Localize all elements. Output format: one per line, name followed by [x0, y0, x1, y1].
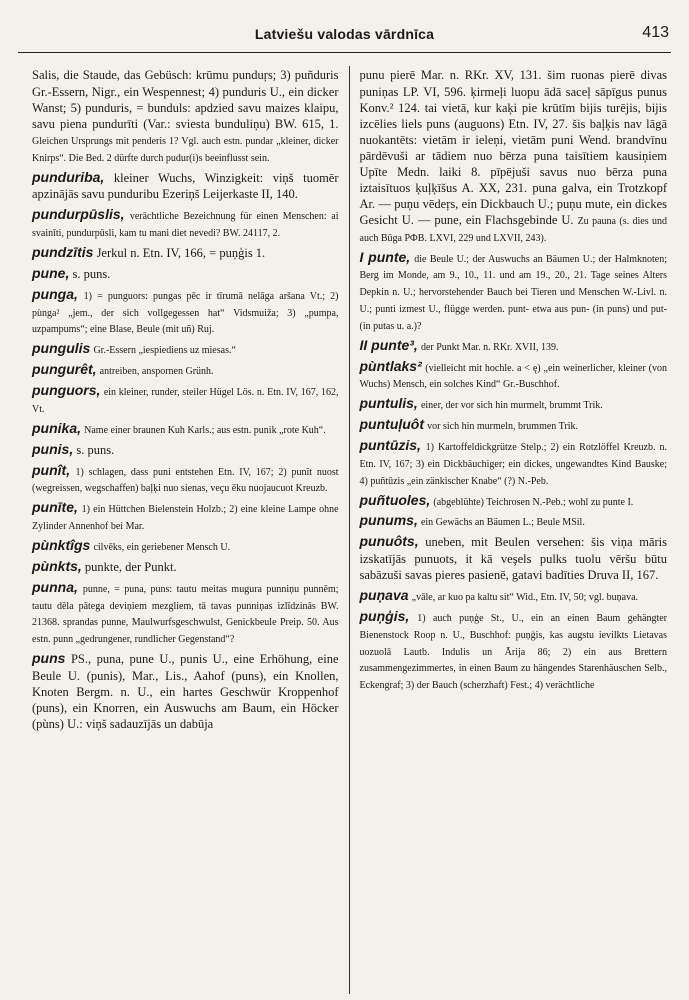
entry-headword: punums, [359, 512, 418, 529]
entry-headword: puņava [359, 587, 409, 604]
entry-note: der Punkt Mar. n. RKr. XVII, 139. [420, 341, 559, 353]
entry-note: 1) Kartoffeldickgrütze Stelp.; 2) ein Rotzlöffel Kreuzb. n. Etn. IV, 167; 3) ein Dickbäuchiger; ein dickes, ungewandtes Kind Bauske; 4) puñtūzis „ein zänkischer Knabe“ (?) N.-Peb. [359, 442, 668, 487]
dictionary-entry [32, 579, 339, 647]
entry-note: punne, = puna, puns: tautu meitas mugura punniņu punnēm; tautu dēla pātega deviņiem mezgliem, tā tavas punniņas izlīdzinās BW. 21368. sprandas punne, Maulwurfsgeschwulst, Genickbeule Preip. 50. Aus estn. punn „gedrungener, rundlicher Gegenstand“? [32, 583, 339, 646]
entry-headword: pungulis [32, 340, 91, 357]
entry-text: Jerkul n. Etn. IV, 166, = puņģis 1. [96, 245, 266, 260]
dictionary-entry [32, 340, 339, 358]
entry-headword: I punte, [359, 248, 411, 265]
dictionary-entry [360, 395, 668, 413]
entry-note: ein Gewächs an Bäumen L.; Beule MSil. [420, 517, 585, 529]
entry-text: s. puns. [76, 442, 115, 457]
dictionary-entry [32, 361, 339, 379]
running-title: Latviešu valodas vārdnīca [254, 26, 435, 42]
left-column [32, 66, 350, 994]
entry-headword: punīte, [32, 499, 78, 516]
dictionary-entry [32, 558, 339, 576]
dictionary-entry [360, 512, 668, 530]
dictionary-entry [32, 441, 339, 459]
entry-note: Gr.-Essern „iespiediens uz miesas.“ [93, 345, 236, 357]
dictionary-entry [360, 492, 668, 510]
dictionary-entry [360, 66, 668, 246]
entry-headword: puns [32, 650, 66, 667]
dictionary-entry [32, 66, 339, 166]
entry-headword: puñtuoles, [359, 491, 431, 508]
entry-text: punkte, der Punkt. [84, 559, 177, 574]
dictionary-entry [360, 337, 668, 355]
dictionary-entry [32, 286, 339, 338]
entry-note: verächtliche Bezeichnung für einen Menschen: ai svainīti, pundurpūsli, kam tu mani diet nevedi? BW. 24117, 2. [32, 211, 339, 240]
entry-headword: puntulis, [359, 395, 418, 412]
dictionary-entry [32, 420, 339, 438]
dictionary-entry [360, 358, 668, 393]
dictionary-entry [32, 265, 339, 283]
dictionary-entry [360, 608, 668, 693]
page-number: 413 [642, 24, 669, 41]
entry-headword: pundzītis [32, 243, 94, 260]
entry-headword: punna, [32, 578, 78, 595]
entry-headword: pundurpūslis, [32, 206, 125, 223]
entry-note: 1) ein Hüttchen Bielenstein Holzb.; 2) eine kleine Lampe ohne Zylinder Annenhof bei Mar. [32, 504, 339, 533]
dictionary-entry [32, 244, 339, 262]
entry-headword: pùnktîgs [32, 536, 91, 553]
dictionary-columns [32, 66, 667, 994]
entry-headword: punît, [32, 461, 71, 478]
entry-note: die Beule U.; der Auswuchs an Bäumen U.; der Halmknoten; Berg im Monde, am 9., 10., 11. und am 19., 20., 21. Tage seines Alters Depkin n. U.; hervorstehender Bauch bei Tieren und Menschen W.-Livl. n. U.; punti izmest U., flügge werden. punt- etwa aus pun- (in puns) und put- (in putas u. a.)? [359, 253, 668, 332]
dictionary-entry [360, 533, 668, 584]
entry-headword: puņģis, [359, 607, 410, 624]
dictionary-entry [360, 416, 668, 434]
entry-headword: punika, [32, 419, 82, 436]
entry-note: einer, der vor sich hin murmelt, brummt Trik. [420, 400, 603, 412]
entry-text: PS., puna, pune U., punis U., eine Erhöhung, eine Beule U. (punis), Mar., Lis., Aahof (puns), ein Knollen, Knoten Bergm. n. U., ein hartes Geschwür Kroppenhof (puns), ein Knorren, ein Auswuchs am Baum, ein Höcker (pùns) U.: viņš sadauzījās un dabūja [32, 652, 339, 731]
dictionary-entry [32, 650, 339, 733]
entry-headword: pune, [32, 264, 70, 281]
entry-headword: II punte³, [359, 336, 418, 353]
entry-note: vor sich hin murmeln, brummen Trik. [427, 421, 578, 433]
entry-note: 1) = punguors: pungas pēc ir tīrumā nelāga aršana Vt.; 2) pùnga² „jem., der sich vollgegessen hat“ Vidsmuiža; 3) „pumpa, uzpampums“; eine Blase, Beule (mit uñ) Ruj. [32, 290, 339, 336]
entry-headword: pùntlaks² [359, 357, 422, 374]
dictionary-entry [32, 462, 339, 497]
dictionary-entry [32, 169, 339, 204]
entry-note: „vāle, ar kuo pa kaltu sit“ Wid., Etn. IV, 50; vgl. buņava. [411, 592, 639, 604]
entry-text: uneben, mit Beulen versehen: šis viņa māris izskatījās punuots, it kā veşels pulks tuolu vēršu būtu sabāzuši savas pieres pasienē, gatavi badīties Druva II, 167. [359, 535, 667, 583]
entry-headword: punuôts, [359, 533, 419, 550]
entry-note: 1) auch puņģe St., U., ein an einen Baum gehängter Bienenstock Roop n. U., Buschhof: puņģis, kas augstu ievilkts Lietavas uozuolā Lautb. Indulis un Ārija 86; 2) ein aus Brettern zusammengezimmertes, in einen Baum zu hängendes Starenhäuschen Selb., Eckengraf; 3) der Bauch (scherzhaft) Fest.; 4) verächtliche [359, 612, 668, 692]
entry-text: kleiner Wuchs, Winzigkeit: viņš tuomēr apzinājās savu punduribu Ezeriņš Leijerkaste II, 140. [32, 170, 339, 202]
entry-note: Zu pauna (s. dies und auch Būga РФВ. LXVI, 229 und LXVII, 243). [359, 215, 667, 244]
entry-note: antreiben, anspornen Grünh. [99, 366, 214, 378]
right-column [350, 66, 668, 994]
entry-note: Name einer braunen Kuh Karls.; aus estn. punik „rote Kuh“. [84, 424, 326, 436]
dictionary-entry [32, 206, 339, 241]
entry-headword: puntuļuôt [359, 416, 425, 433]
entry-headword: punguors, [32, 382, 101, 399]
dictionary-entry [360, 437, 668, 489]
entry-note: (vielleicht mit hochle. a < ę) „ein weinerlicher, kleiner (von Wuchs) Mensch, ein solches Kind“ Gr.-Buschhof. [359, 362, 668, 391]
entry-headword: punga, [32, 285, 78, 302]
entry-headword: pungurêt, [32, 361, 97, 378]
entry-headword: punis, [32, 440, 74, 457]
entry-text: punu pierē Mar. n. RKr. XV, 131. šim ruonas pierē divas puniņas LP. VI, 596. ķirmeļi luopu ādā saceļ sāpīgus punus Konv.² 124. tai vietā, kur kaķi pie krūtīm bijis turējis, bijis izcēlies liels puns (auguons) Etn. IV, 27. šis baļķis nav lāgā nuokantēts: vietām ir ieleņi, vietām puni Wend. brandvīnu pārdēvuši ar tādiem nuo bērza puna taisītiem kausiņiem Upīte Medn. laiki 8. pīpējuši savus nuo bērza puna iztaisītuos ķuļķīšus A. XX, 231. puna galva, ein Trotzkopf Ar. — puņu vēdeŗs, ein Dickbauch U.; puņu mute, ein dickes Gesicht U. — pune, ein Flachsgebinde U. [359, 68, 667, 227]
entry-text: Salis, die Staude, das Gebüsch: krūmu punduŗs; 3) puñduris Gr.-Essern, Nigr., ein Wespennest; 4) punduris U., ein dicker Wanst; 5) punduris, = bunduls: apdzied savu maizes klaipu, savu piena pundurīti (Var.: sviesta bunduliņu) BW. 615, 1. [32, 68, 339, 131]
entry-note: Gleichen Ursprungs mit penderis 1? Vgl. auch estn. pundar „kleiner, dicker Knirps“. Die Bed. 2 dürfte durch pudur(i)s beeinflusst sein. [32, 135, 339, 164]
dictionary-entry [360, 249, 668, 334]
entry-note: 1) schlagen, dass puni entstehen Etn. IV, 167; 2) punît nuost (wegreissen, wegschaffen) baļķi nuo sienas, veçu ēku nuojaucuot Kreuzb. [32, 466, 339, 495]
entry-text: s. puns. [72, 266, 111, 281]
dictionary-entry [360, 587, 668, 605]
entry-headword: puntūzis, [359, 437, 421, 454]
dictionary-entry [32, 537, 339, 555]
entry-note: cilvēks, ein geriebener Mensch U. [93, 541, 231, 553]
entry-note: (abgeblühte) Teichrosen N.-Peb.; wohl zu punte I. [433, 496, 634, 508]
dictionary-entry [32, 499, 339, 534]
dictionary-entry [32, 382, 339, 417]
entry-note: ein kleiner, runder, steiler Hügel Lös. n. Etn. IV, 167, 162, Vt. [32, 387, 339, 415]
entry-headword: pùnkts, [32, 557, 82, 574]
entry-headword: punduriba, [32, 168, 105, 185]
page-header [18, 18, 671, 53]
